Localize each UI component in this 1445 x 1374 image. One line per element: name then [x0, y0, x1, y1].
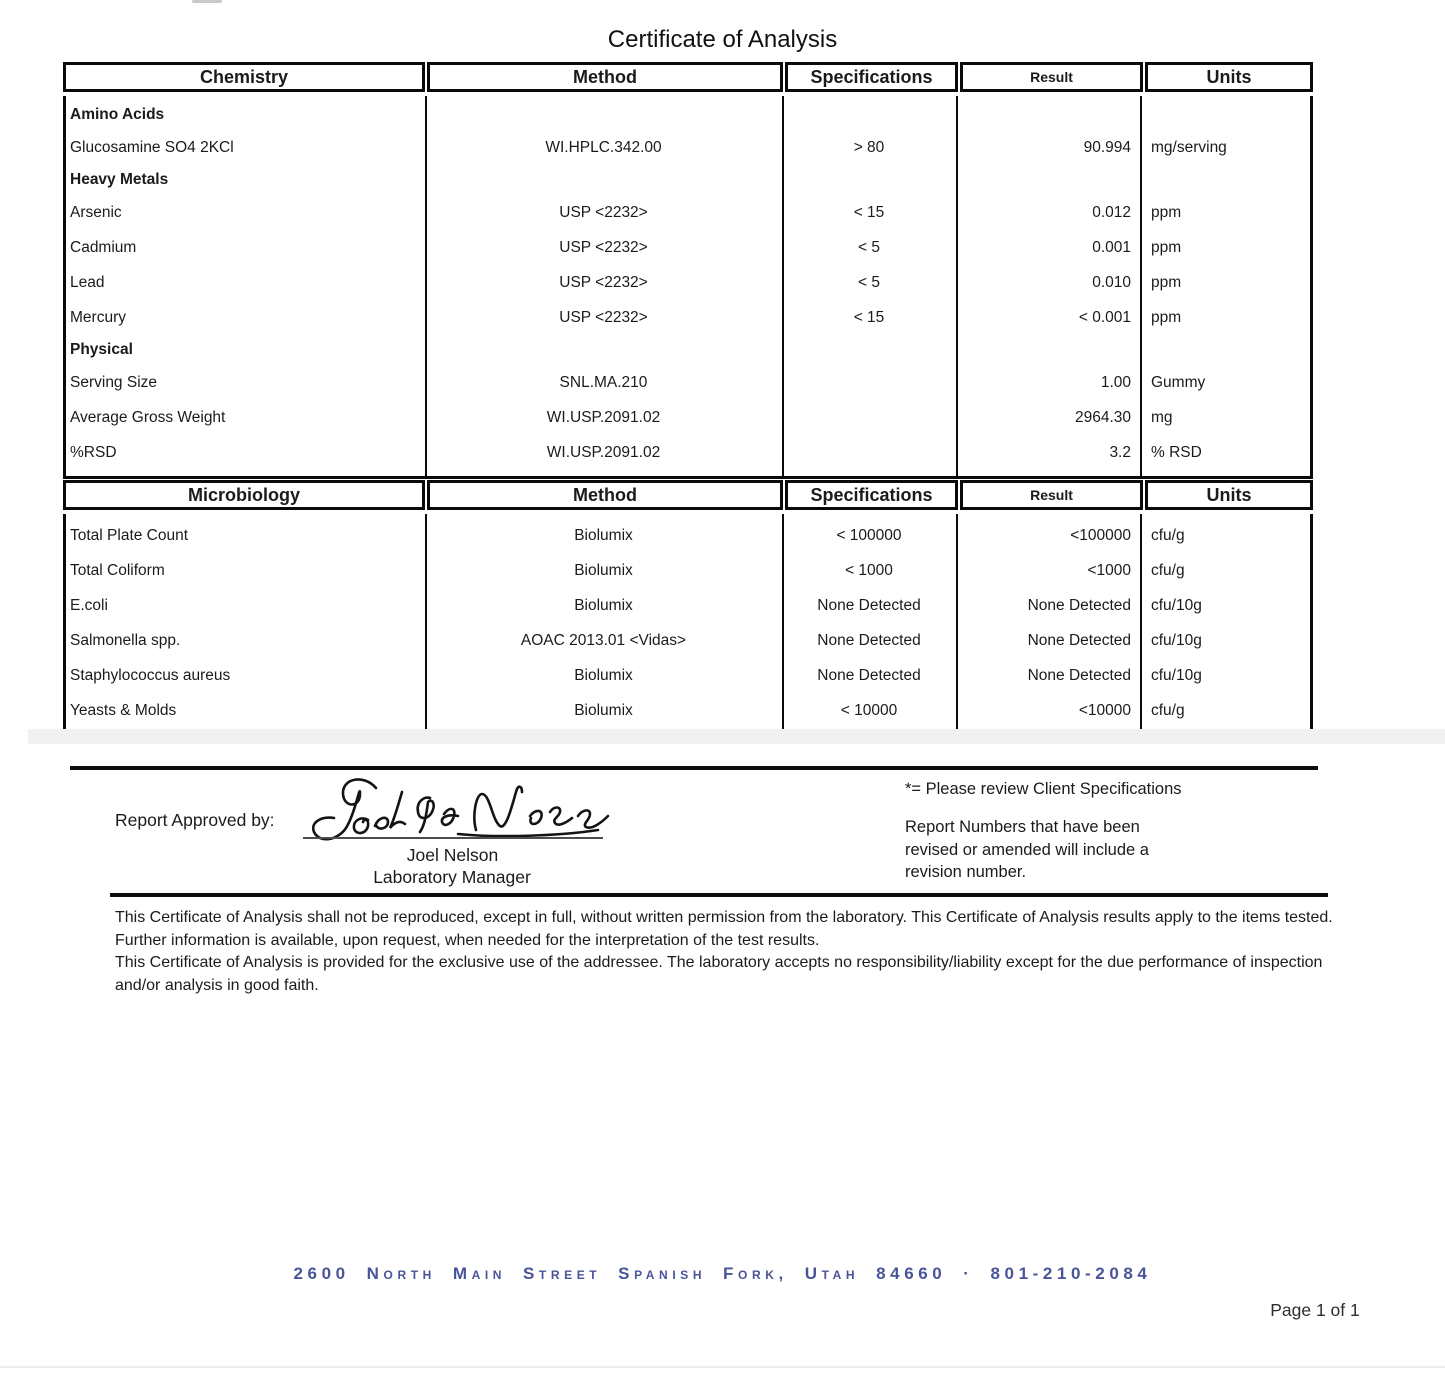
table-row: [66, 588, 1310, 623]
column-header-result: Result: [960, 480, 1143, 510]
column-divider: [782, 96, 784, 476]
signature-line: [303, 837, 603, 839]
cell-analyte: Average Gross Weight: [70, 408, 226, 426]
cell-units: % RSD: [1151, 443, 1202, 461]
cell-method: Biolumix: [574, 561, 633, 579]
lab-address-footer: 2600 North Main Street Spanish Fork, Utah 84660 · 801-210-2084: [293, 1264, 1152, 1283]
cell-result: <10000: [1078, 701, 1131, 719]
cell-method: Biolumix: [574, 526, 633, 544]
column-header-result: Result: [960, 62, 1143, 92]
cell-units: Gummy: [1151, 373, 1206, 391]
table-row: [66, 365, 1310, 400]
signer-name: Joel Nelson: [406, 845, 499, 865]
cell-method: WI.USP.2091.02: [546, 443, 661, 461]
cell-analyte: Total Coliform: [70, 561, 165, 579]
cell-analyte: %RSD: [70, 443, 117, 461]
cell-units: mg/serving: [1151, 138, 1227, 156]
cell-method: USP <2232>: [559, 203, 648, 221]
legal-disclaimer: [115, 907, 1335, 997]
cell-analyte: Yeasts & Molds: [70, 701, 177, 719]
section-header: Heavy Metals: [70, 171, 169, 188]
table-row: [66, 100, 1310, 130]
bottom-edge-line: [0, 1366, 1445, 1368]
revision-note: Report Numbers that have been revised or amended will include a revision number.: [905, 818, 1149, 881]
cell-units: cfu/g: [1151, 526, 1185, 544]
column-header-method: Method: [427, 480, 783, 510]
cell-result: None Detected: [1027, 631, 1131, 649]
cell-method: USP <2232>: [559, 238, 648, 256]
cell-specification: < 10000: [840, 701, 898, 719]
column-header-units: Units: [1145, 480, 1313, 510]
microbiology-table-body: [63, 514, 1313, 737]
cell-specification: < 100000: [836, 526, 902, 544]
horizontal-rule-bottom: [110, 893, 1328, 897]
cell-specification: < 15: [853, 308, 885, 326]
cell-specification: < 5: [858, 238, 880, 256]
table-row: [66, 400, 1310, 435]
cell-method: USP <2232>: [559, 273, 648, 291]
cell-analyte: Staphylococcus aureus: [70, 666, 231, 684]
cell-method: USP <2232>: [559, 308, 648, 326]
column-divider: [782, 514, 784, 734]
scan-shadow-band: [28, 729, 1445, 744]
column-divider: [956, 514, 958, 734]
cell-analyte: Total Plate Count: [70, 526, 189, 544]
cell-method: Biolumix: [574, 596, 633, 614]
cell-specification: < 5: [858, 273, 880, 291]
cell-analyte: Glucosamine SO4 2KCl: [70, 138, 234, 156]
cell-specification: < 15: [853, 203, 885, 221]
table-row: [66, 165, 1310, 195]
cell-method: Biolumix: [574, 701, 633, 719]
cell-method: SNL.MA.210: [559, 373, 648, 391]
table-row: [66, 265, 1310, 300]
section-header: Physical: [70, 341, 133, 358]
report-approved-by-label: Report Approved by:: [115, 810, 275, 830]
column-header-specifications: Specifications: [785, 480, 958, 510]
cell-analyte: Salmonella spp.: [70, 631, 181, 649]
cell-result: <100000: [1070, 526, 1131, 544]
column-header-method: Method: [427, 62, 783, 92]
cell-result: 0.010: [1092, 273, 1131, 291]
cell-units: ppm: [1151, 273, 1182, 291]
cell-result: 2964.30: [1074, 408, 1131, 426]
column-divider: [425, 514, 427, 734]
column-divider: [425, 96, 427, 476]
chemistry-table: [63, 62, 1313, 479]
cell-analyte: E.coli: [70, 596, 108, 614]
table-row: [66, 230, 1310, 265]
cell-result: <1000: [1087, 561, 1131, 579]
cell-analyte: Cadmium: [70, 238, 137, 256]
cell-result: None Detected: [1027, 596, 1131, 614]
signer-title: Laboratory Manager: [373, 867, 531, 887]
table-row: [66, 130, 1310, 165]
column-header-specifications: Specifications: [785, 62, 958, 92]
legal-paragraph-2: This Certificate of Analysis is provided for the exclusive use of the addressee. The laboratory accepts no responsibility/liability except for the due performance of inspection and/or analysis in good faith.: [115, 954, 1323, 994]
table-row: [66, 623, 1310, 658]
cell-method: Biolumix: [574, 666, 633, 684]
cell-result: < 0.001: [1078, 308, 1131, 326]
column-header-microbiology: Microbiology: [63, 480, 425, 510]
cell-analyte: Lead: [70, 273, 105, 291]
microbiology-table-header: [63, 480, 1313, 510]
microbiology-table: [63, 480, 1313, 737]
cell-units: cfu/g: [1151, 561, 1185, 579]
cell-units: mg: [1151, 408, 1173, 426]
horizontal-rule-top: [70, 766, 1318, 770]
table-row: [66, 553, 1310, 588]
cell-result: 3.2: [1109, 443, 1131, 461]
table-row: [66, 300, 1310, 335]
cell-specification: < 1000: [845, 561, 893, 579]
cell-analyte: Mercury: [70, 308, 126, 326]
cell-units: cfu/10g: [1151, 666, 1202, 684]
cell-result: 0.012: [1092, 203, 1131, 221]
table-row: [66, 435, 1310, 470]
cell-units: cfu/10g: [1151, 596, 1202, 614]
cell-analyte: Arsenic: [70, 203, 122, 221]
table-row: [66, 335, 1310, 365]
cell-units: ppm: [1151, 308, 1182, 326]
cell-analyte: Serving Size: [70, 373, 158, 391]
table-row: [66, 518, 1310, 553]
page-number: Page 1 of 1: [1270, 1300, 1360, 1320]
page-title: Certificate of Analysis: [607, 26, 838, 53]
table-row: [66, 195, 1310, 230]
column-header-units: Units: [1145, 62, 1313, 92]
client-specifications-note: *= Please review Client Specifications: [905, 780, 1182, 798]
cell-result: 0.001: [1092, 238, 1131, 256]
column-divider: [956, 96, 958, 476]
cell-specification: None Detected: [817, 666, 921, 684]
cell-result: 1.00: [1100, 373, 1131, 391]
chemistry-table-body: [63, 96, 1313, 479]
table-row: [66, 693, 1310, 728]
column-header-chemistry: Chemistry: [63, 62, 425, 92]
cell-specification: > 80: [853, 138, 885, 156]
cell-method: WI.USP.2091.02: [546, 408, 661, 426]
cell-units: ppm: [1151, 238, 1182, 256]
section-header: Amino Acids: [70, 106, 165, 123]
cell-specification: None Detected: [817, 631, 921, 649]
legal-paragraph-1: This Certificate of Analysis shall not be reproduced, except in full, without written permission from the laboratory. This Certificate of Analysis results apply to the items tested. Further information is available, upon request, when needed for the interpretation of the test results.: [115, 909, 1333, 949]
cell-units: ppm: [1151, 203, 1182, 221]
chemistry-table-header: [63, 62, 1313, 92]
table-row: [66, 658, 1310, 693]
cell-result: 90.994: [1083, 138, 1131, 156]
cell-method: WI.HPLC.342.00: [545, 138, 662, 156]
cell-specification: None Detected: [817, 596, 921, 614]
cell-method: AOAC 2013.01 <Vidas>: [520, 631, 687, 649]
cell-units: cfu/g: [1151, 701, 1185, 719]
column-divider: [1140, 514, 1142, 734]
cell-units: cfu/10g: [1151, 631, 1202, 649]
cell-result: None Detected: [1027, 666, 1131, 684]
scan-artifact: [192, 0, 222, 3]
column-divider: [1140, 96, 1142, 476]
